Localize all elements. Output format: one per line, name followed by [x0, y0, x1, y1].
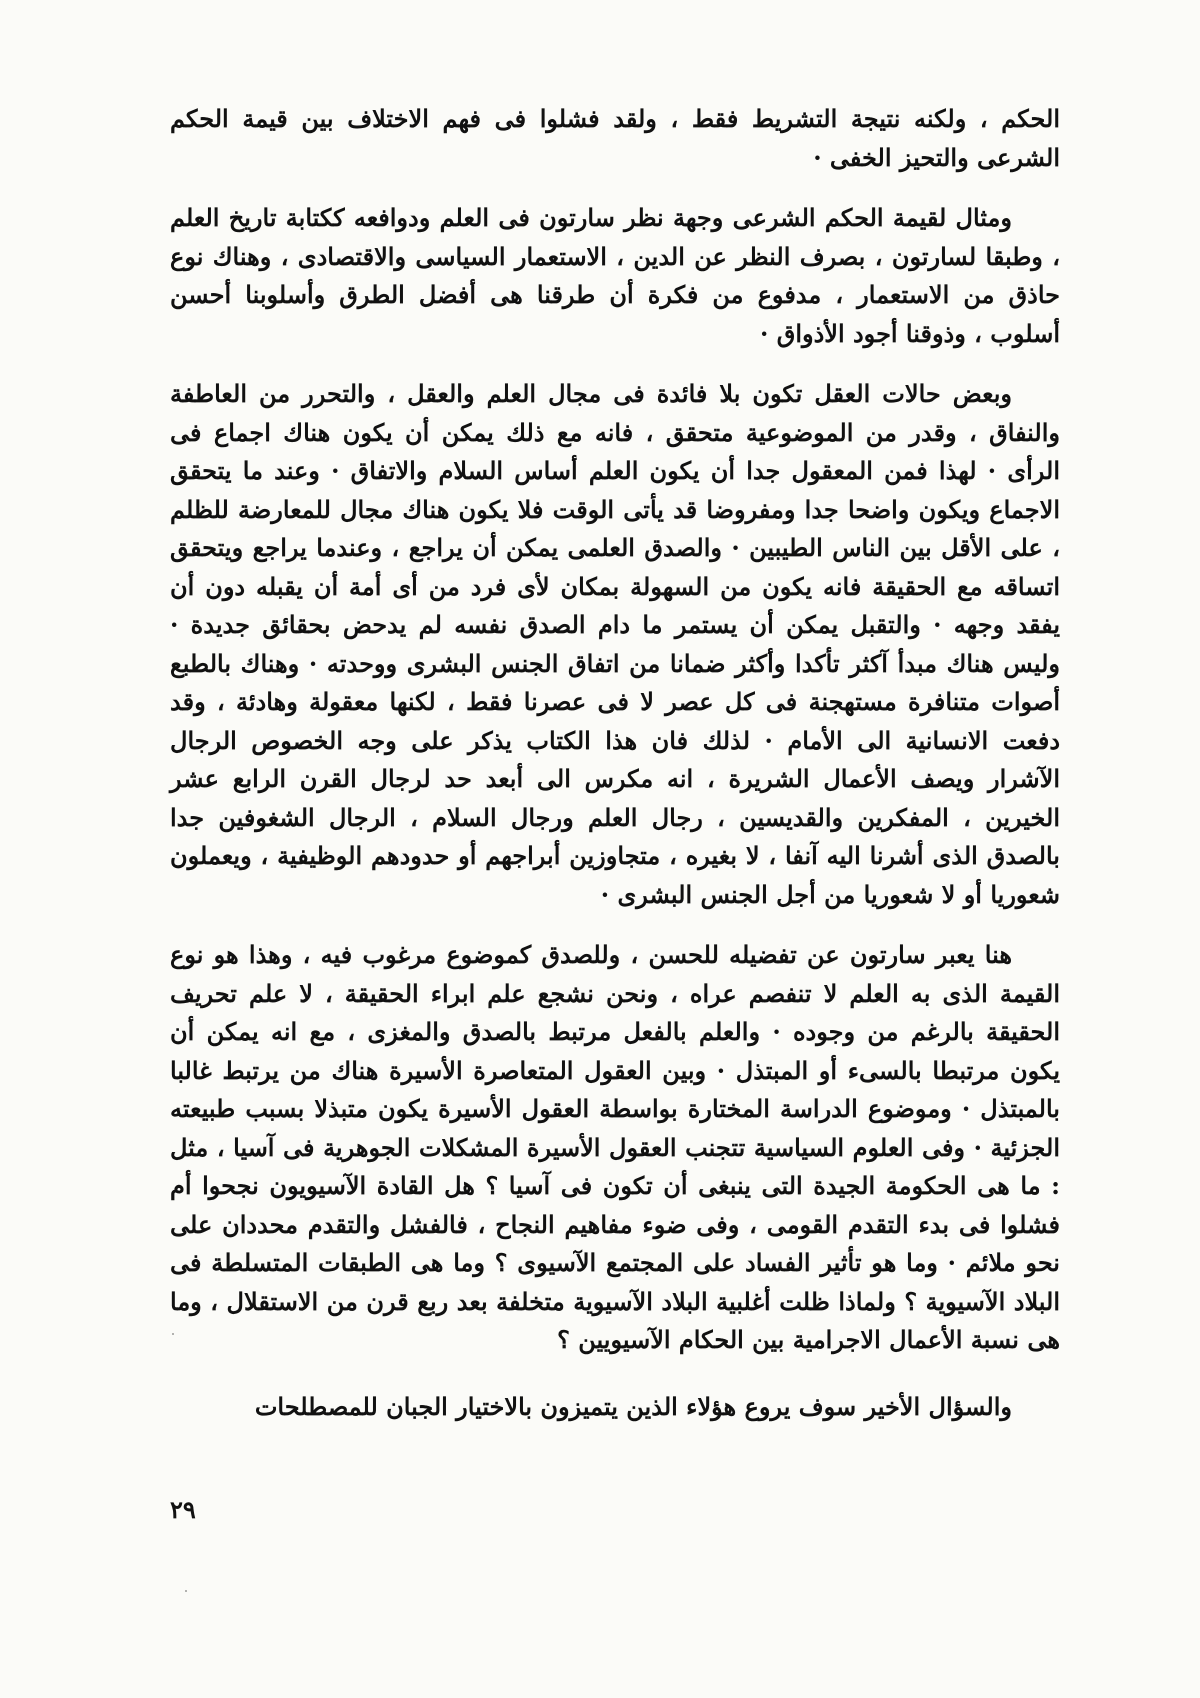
paragraph-1: الحكم ، ولكنه نتيجة التشريط فقط ، ولقد فشلوا فى فهم الاختلاف بين قيمة الحكم الشرعى والتحيز الخفى · [170, 104, 1061, 172]
paragraph-4: هنا يعبر سارتون عن تفضيله للحسن ، وللصدق كموضوع مرغوب فيه ، وهذا هو نوع القيمة الذى به العلم لا تنفصم عراه ، ونحن نشجع علم ابراء الحقيقة ، لا علم تحريف الحقيقة بالرغم من وجوده · والعلم بالفعل مرتبط بالصدق والمغزى ، مع انه يمكن أن يكون مرتبطا بالسىء أو المبتذل · وبين العقول المتعاصرة الأسيرة هناك من يرتبط غالبا بالمبتذل · وموضوع الدراسة المختارة بواسطة العقول الأسيرة يكون متبذلا بسبب طبيعته الجزئية · وفى العلوم السياسية تتجنب العقول الأسيرة المشكلات الجوهرية فى آسيا ، مثل : ما هى الحكومة الجيدة التى ينبغى أن تكون فى آسيا ؟ هل القادة الآسيويون نجحوا أم فشلوا فى بدء التقدم القومى ، وفى ضوء مفاهيم النجاح ، فالفشل والتقدم محددان على نحو ملائم · وما هو تأثير الفساد على المجتمع الآسيوى ؟ وما هى الطبقات المتسلطة فى البلاد الآسيوية ؟ ولماذا ظلت أغلبية البلاد الآسيوية متخلفة بعد ربع قرن من الاستقلال ، وما هى نسبة الأعمال الاجرامية بين الحكام الآسيويين ؟ [170, 940, 1060, 1354]
page-number: ٢٩ [170, 1495, 196, 1524]
text-body [170, 100, 1060, 1426]
paragraph-3: وبعض حالات العقل تكون بلا فائدة فى مجال العلم والعقل ، والتحرر من العاطفة والنفاق ، وقدر من الموضوعية متحقق ، فانه مع ذلك يمكن أن يكون هناك اجماع فى الرأى · لهذا فمن المعقول جدا أن يكون العلم أساس السلام والاتفاق · وعند ما يتحقق الاجماع ويكون واضحا جدا ومفروضا قد يأتى الوقت فلا يكون هناك مجال للمعارضة للظلم ، على الأقل بين الناس الطيبين · والصدق العلمى يمكن أن يراجع ، وعندما يراجع ويتحقق اتساقه مع الحقيقة فانه يكون من السهولة بمكان لأى فرد من أى أمة أن يقبله دون أن يفقد وجهه · والتقبل يمكن أن يستمر ما دام الصدق نفسه لم يدحض بحقائق جديدة · وليس هناك مبدأ آكثر تأكدا وأكثر ضمانا من اتفاق الجنس البشرى ووحدته · وهناك بالطبع أصوات متنافرة مستهجنة فى كل عصر لا فى عصرنا فقط ، لكنها معقولة وهادئة ، وقد دفعت الانسانية الى الأمام · لذلك فان هذا الكتاب يذكر على وجه الخصوص الرجال الآشرار ويصف الأعمال الشريرة ، انه مكرس الى أبعد حد لرجال القرن الرابع عشر الخيرين ، المفكرين والقديسين ، رجال العلم ورجال السلام ، الرجال الشغوفين جدا بالصدق الذى أشرنا اليه آنفا ، لا بغيره ، متجاوزين أبراجهم أو حدودهم الوظيفية ، ويعملون شعوريا أو لا شعوريا من أجل الجنس البشرى · [170, 379, 1061, 909]
paragraph-2: ومثال لقيمة الحكم الشرعى وجهة نظر سارتون فى العلم ودوافعه ككتابة تاريخ العلم ، وطبقا لسارتون ، بصرف النظر عن الدين ، الاستعمار السياسى والاقتصادى ، وهناك نوع حاذق من الاستعمار ، مدفوع من فكرة أن طرقنا هى أفضل الطرق وأسلوبنا أحسن أسلوب ، وذوقنا أجود الأذواق · [170, 203, 1061, 348]
scan-speck [185, 1590, 187, 1592]
scan-speck [172, 1333, 174, 1335]
paragraph-5: والسؤال الأخير سوف يروع هؤلاء الذين يتميزون بالاختيار الجبان للمصطلحات [254, 1391, 1012, 1421]
